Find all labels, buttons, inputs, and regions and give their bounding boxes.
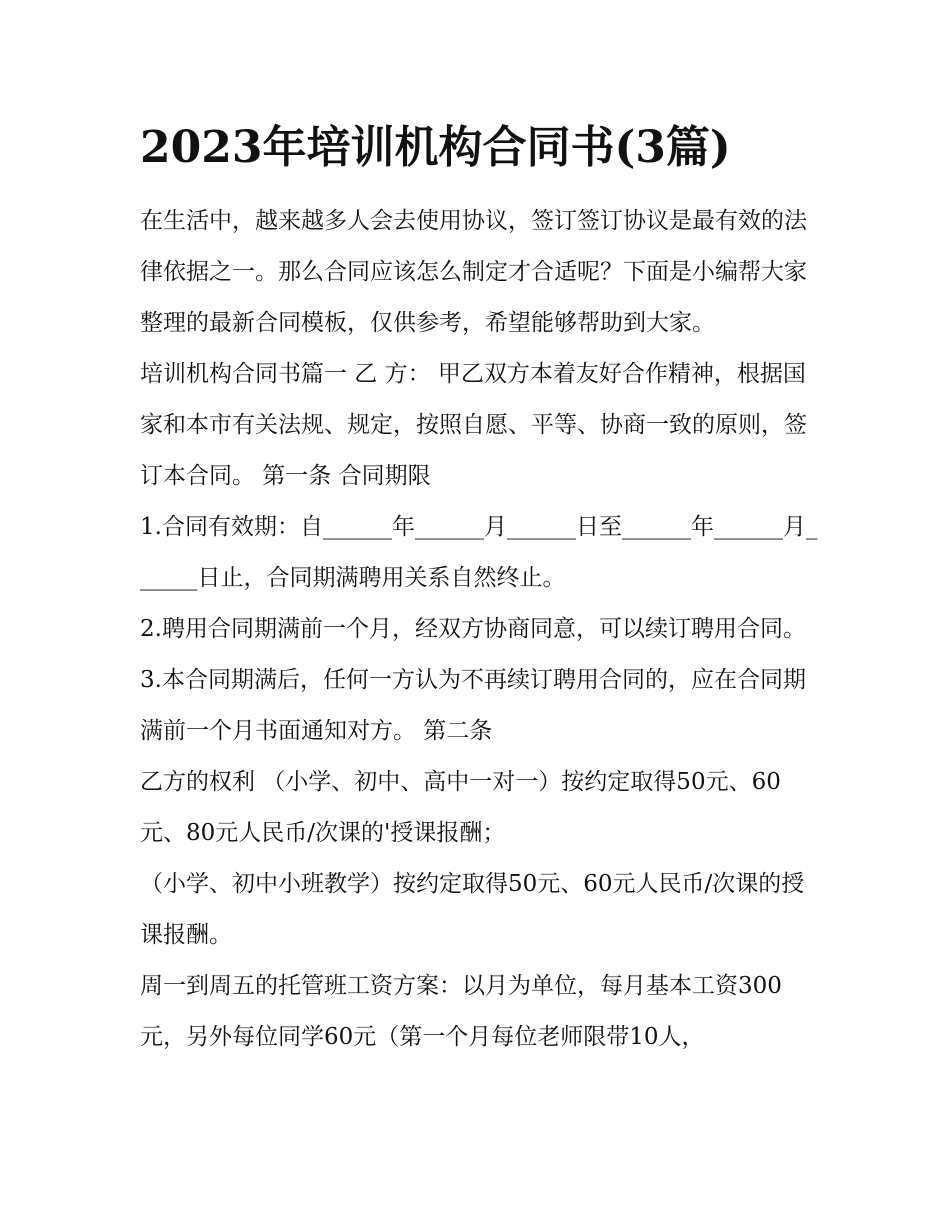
paragraph-term-1: 1.合同有效期：自______年______月______日至______年______月______日止，合同期满聘用关系自然终止。 [140, 514, 818, 591]
paragraph-term-2-3: 2.聘用合同期满前一个月，经双方协商同意，可以续订聘用合同。 3.本合同期满后，任何一方认为不再续订聘用合同的，应在合同期满前一个月书面通知对方。 第二条 [140, 616, 806, 744]
paragraph-intro: 在生活中，越来越多人会去使用协议，签订签订协议是最有效的法律依据之一。那么合同应该怎么制定才合适呢？下面是小编帮大家整理的最新合同模板，仅供参考，希望能够帮助到大家。 [140, 208, 807, 336]
paragraph-rights-small-class: （小学、初中小班教学）按约定取得50元、60元人民币/次课的授课报酬。 [140, 871, 805, 948]
paragraph-contract-parties: 培训机构合同书篇一 乙 方： 甲乙双方本着友好合作精神，根据国家和本市有关法规、规定，按照自愿、平等、协商一致的原则，签订本合同。 第一条 合同期限 [140, 361, 807, 489]
paragraph-rights-tutoring: 乙方的权利 （小学、初中、高中一对一）按约定取得50元、60元、80元人民币/次课的'授课报酬； [140, 769, 781, 846]
document-title: 2023年培训机构合同书(3篇) [140, 122, 731, 173]
document-body [140, 196, 820, 1063]
paragraph-salary-plan: 周一到周五的托管班工资方案：以月为单位，每月基本工资300元，另外每位同学60元（第一个月每位老师限带10人， [140, 973, 782, 1050]
